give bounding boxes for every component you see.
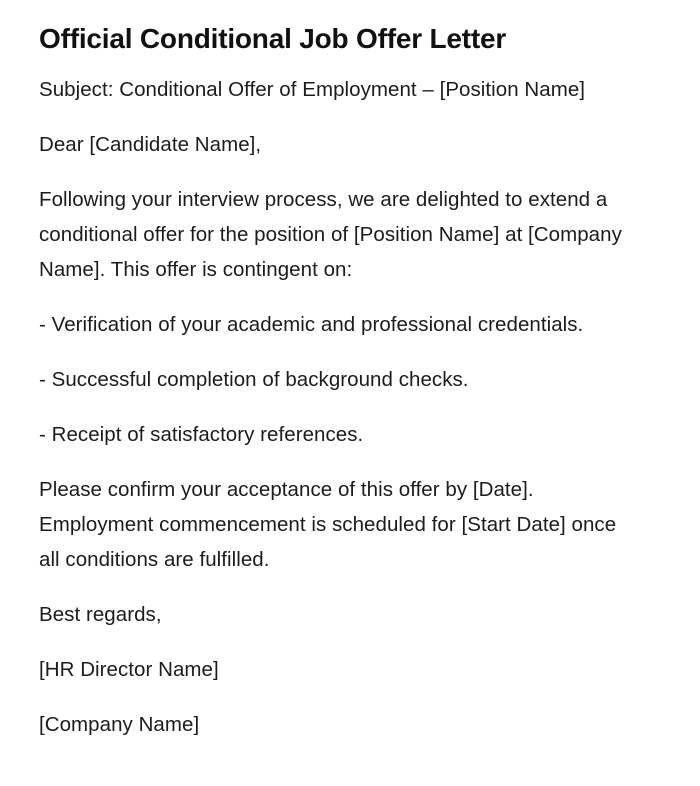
salutation: Dear [Candidate Name], <box>39 133 262 156</box>
signer-name: [HR Director Name] <box>39 658 219 681</box>
intro-paragraph: Following your interview process, we are delighted to extend a conditional offer for the position of [Position Name] at [Company Name]. This offer is contingent on: <box>39 188 622 281</box>
condition-item-2: - Successful completion of background checks. <box>39 368 469 391</box>
condition-item-3: - Receipt of satisfactory references. <box>39 423 364 446</box>
subject-line: Subject: Conditional Offer of Employment – [Position Name] <box>39 78 586 101</box>
signoff-line: Best regards, <box>39 603 162 626</box>
letter-body <box>39 72 631 742</box>
page-title: Official Conditional Job Offer Letter <box>39 23 507 54</box>
closing-paragraph: Please confirm your acceptance of this offer by [Date]. Employment commencement is scheduled for [Start Date] once all conditions are fulfilled. <box>39 478 617 571</box>
signer-company: [Company Name] <box>39 713 200 736</box>
condition-item-1: - Verification of your academic and professional credentials. <box>39 313 584 336</box>
